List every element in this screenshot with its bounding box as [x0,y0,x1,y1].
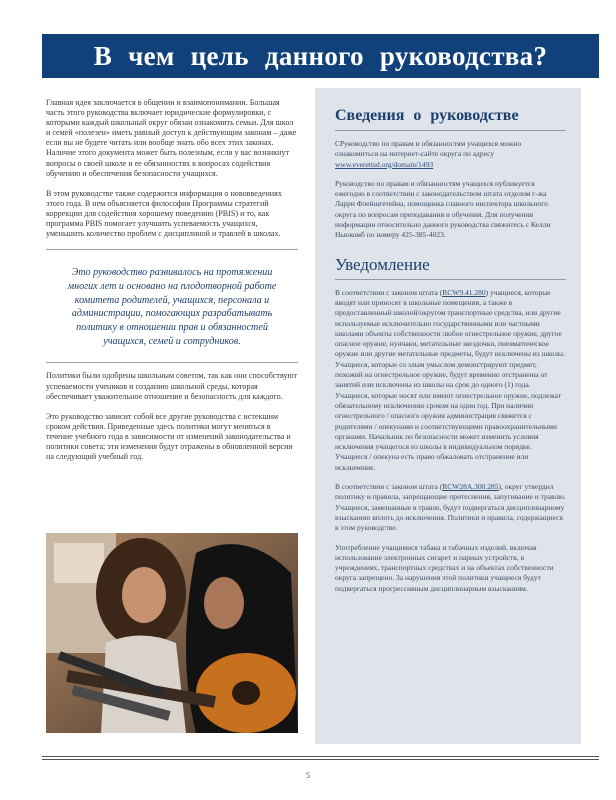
rcw-28a-300-285-link[interactable]: RCW28A.300.285 [442,482,499,492]
footer-rule [42,756,599,757]
pull-quote: Это руководство развивалось на протяжении многих лет и основано на плодотворной работе комитета родителей, учащихся, персонала и администрации, помогающих разрабатывать политику в отношении прав и обязанностей учащихся, семей и сотрудников. [67,267,277,347]
harassment-text-start: В соответствии с законом штата ( [335,482,443,492]
supersede-paragraph: Это руководство зависит собой все другие руководства с истекшим сроком действия. Приведенные здесь политики могут меняться в течение учебного года в зависимости от изменений законодательства и политики совета; эти изменения будут отражены в обновленной версии на следующий учебный год. [46,411,293,462]
weapons-policy-paragraph [335,288,566,473]
guide-location-text: СРуководство по правам и обязанностям учащихся можно ознакомиться на интернет-сайте округа по адресу [335,139,522,159]
divider [46,249,298,250]
info-sidebar [315,88,581,744]
page-title: В чем цель данного руководства? [93,41,548,71]
policies-paragraph: Политики были одобрены школьным советом, так как они способствуют успеваемости учеников и созданию школьной среды, которая обеспечивает уважительное отношение и безопасность для каждого. [46,371,298,401]
intro-paragraph: Главная идея заключается в общении и взаимопонимании. Большая часть этого руководства включает юридические формулировки, с которыми каждый школьный округ обязан ознакомить семьи. Для школ и семей «полезен» иметь равный доступ к действующим законам – даже если вы не будете читать или вообще знать обо всех этих законах. Наличие этого документа может быть полезным, если у вас возникнут вопросы о своей школе и ее обязанностях в вопросах содействия обучению и обеспечения безопасности учащихся. [46,98,297,178]
photo-illustration [46,533,298,733]
page-number: 5 [306,771,310,780]
harassment-text-rest: ), округ утвердил политику и правила, запрещающие притеснения, запугивание и травлю. Учащиеся, замешанные в травле, будут подвергаться дисциплинарному взысканию вплоть до исключения. Политики и правила, содержащиеся в этом руководстве. [335,482,566,533]
guide-url-link[interactable]: www.everettsd.org/domain/1493 [335,159,434,169]
new-info-paragraph: В этом руководстве также содержится информация о нововведениях этого года. В нем объясняется философия Программы стратегий коррекции для содействия хорошему поведению (PBIS) и то, как программа PBIS помогает улучшить успеваемость учащихся, уменьшить количество проблем с дисциплиной и травлей в школах. [46,188,282,239]
heading-rule [335,279,566,280]
left-column [46,98,298,472]
divider [46,362,298,363]
guide-location-paragraph [335,139,566,170]
weapons-text-rest: ) учащиеся, которые вводят или приносят в школьные помещения, а также в предоставленный школой/округом транспортные средства, или другие используемые исключительно государственными или частными школами объекты собственности любое огнестрельное оружие, другое опасное оружие, нунчаки, метательные звездочки, пневматическое оружие или другие метательные предметы, будут исключены из школы. Учащиеся, которые со злым умыслом демонстрируют предмет, похожий на огнестрельное оружие, будут временно отстранены от занятий или исключены из школы на срок до одного (1) года. Учащиеся, которые носят или имеют огнестрельное оружие, подлежат обязательному исключению сроком на один год. При наличии огнестрельного / опасного оружия администрация свяжется с родителями / опекунами и соответствующими правоохранительными органами. Начальник по безопасности может изменить условия исключения учащегося из школы в индивидуальном порядке. Учащиеся / опекуна есть право обжаловать отстранение или исключение. [335,287,565,472]
footer-rule [42,759,599,760]
heading-rule [335,130,566,131]
weapons-text-start: В соответствии с законом штата ( [335,287,443,297]
about-guide-heading: Сведения о руководстве [335,107,519,124]
rcw-9-41-280-link[interactable]: RCW9.41.280 [442,287,486,297]
page-title-banner [42,34,599,78]
tobacco-policy-paragraph: Употребление учащимися табака и табачных изделий, включая использование электронных сигарет и парных устройств, в учреждениях, транспортных средствах и на объектах собственности округа запрещено. За нарушения этой политики учащиеся будут подвергаться прогрессивным дисциплинарным взысканиям. [335,542,554,593]
guide-publication-paragraph: Руководство по правам и обязанностям учащихся публикуется ежегодно в соответствии с законодательством штата отделом г-жа Ларри Флейшгетейна, помощника главного инспектора школьного округа по вопросам преподавания и обучения. Для получения информации относительно данного руководства свяжитесь с Келли Ньюкомб по номеру 425-385-4023. [335,178,551,240]
harassment-policy-paragraph [335,482,566,533]
students-guitar-photo [46,533,298,733]
notice-heading: Уведомление [335,254,430,274]
